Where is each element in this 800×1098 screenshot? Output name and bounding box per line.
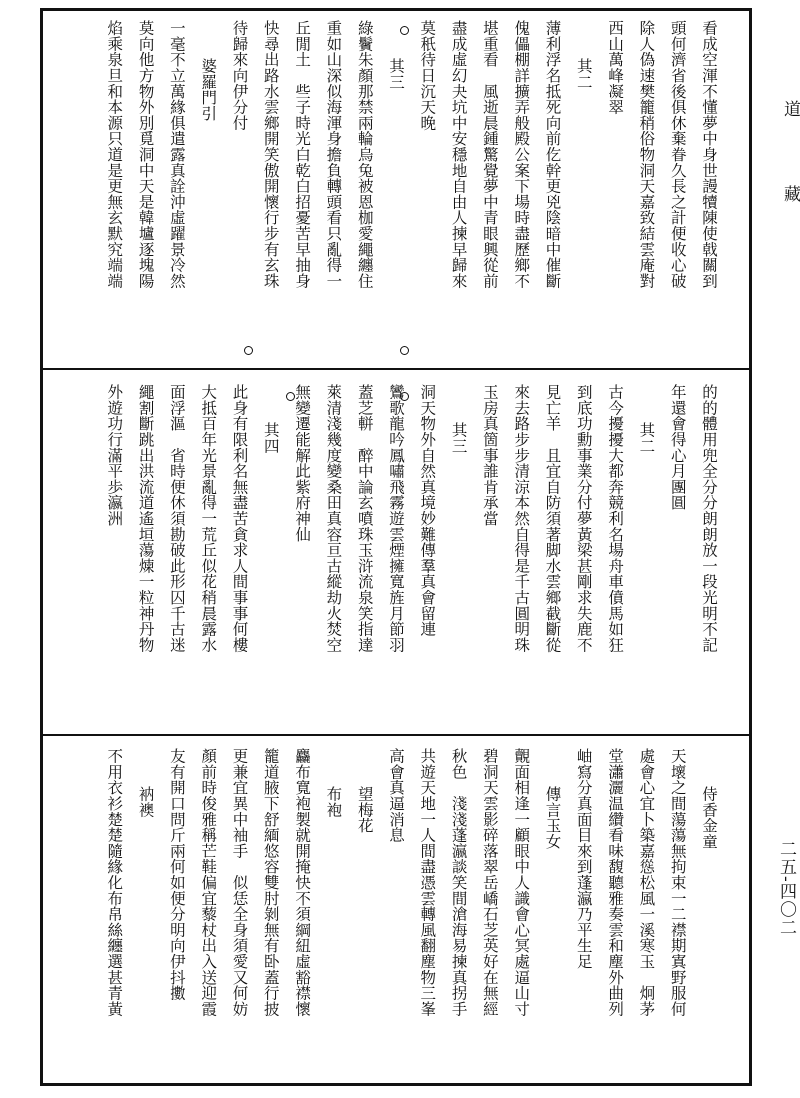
text-column: 無變遷能解此紫府神仙 <box>293 384 312 542</box>
text-column: 籠道腋下舒緬悠容雙肘剝無有卧蓋行披 <box>261 748 280 1017</box>
text-column: 盡成虛幻夬坑中安穩地自由人揀早歸來 <box>449 20 468 289</box>
text-column: 面浮漚 省時便休須勘破此形囚千古迷 <box>167 384 186 653</box>
text-column: 見亡羊 且宜自防須著脚水雲鄉截斷從 <box>543 384 562 653</box>
text-column: 碧洞天雲影碎落翠岳嶠石芝英好在無經 <box>480 748 499 1017</box>
text-column: 覿面相逢一顧眼中人識會心冥處逼山寸 <box>512 748 531 1017</box>
text-column: 堂瀟灑温纘看味馥聽雅奏雲和塵外曲列 <box>606 748 625 1017</box>
text-column: 綠鬢朱顏那禁兩輪烏兔被恩枷愛繩纏住 <box>355 20 374 289</box>
text-column: 古今擾擾大都奔競利名場舟車僨馬如狂 <box>606 384 625 653</box>
circle-mark <box>400 26 409 35</box>
text-column: 其二 <box>574 58 593 90</box>
text-column: 的的體用兜全分分朗朗放一段光明不記 <box>700 384 718 653</box>
text-column: 岫寫分真面目來到蓬瀛乃平生足 <box>574 748 593 970</box>
circle-mark <box>244 346 253 355</box>
text-column: 外遊功行滿平歩瀛洲 <box>105 384 124 527</box>
text-column: 丘閒土 些子時光白乾白招憂苦早抽身 <box>293 20 312 289</box>
text-column: 傀儡棚詳擴弄般殿公案下場時盡歷鄉不 <box>512 20 531 289</box>
text-column: 更兼宜異中袖手 似恁全身須愛又何妨 <box>230 748 249 1017</box>
text-column: 看成空渾不懂夢中身世謾犢陳使戟關到 <box>700 20 718 289</box>
text-column: 友有開口問斤兩何如便分明向伊抖擻 <box>167 748 186 1001</box>
text-column: 其三 <box>449 422 468 454</box>
page-number: 二五-四〇二 <box>776 840 796 937</box>
text-column: 高會真逼消息 <box>387 748 405 843</box>
margin-label-zang: 藏 <box>780 185 800 202</box>
text-column: 一毫不立萬緣俱遣露真詮沖虛躍景冷然 <box>167 20 186 289</box>
text-column: 其四 <box>261 422 280 454</box>
text-column: 顏前時俊雅稱芒鞋偏宜藜杖出入送迎霞 <box>199 748 218 1017</box>
text-column: 莫秖待日沉天晚 <box>418 20 437 131</box>
text-column: 待歸來向伊分付 <box>230 20 249 131</box>
text-column: 玉房真箇事誰肯承當 <box>480 384 499 527</box>
text-column: 布袍 <box>324 786 343 818</box>
text-column: 洞天物外自然真境妙難傳羣真會留連 <box>418 384 437 637</box>
text-column: 望梅花 <box>355 786 374 834</box>
text-column: 其三 <box>387 58 405 90</box>
text-column: 蓋芝軿 醉中論玄噴珠玉浒流泉笑指達 <box>355 384 374 653</box>
text-column: 焰乘泉旦和本源只道是更無玄默究端端 <box>105 20 124 289</box>
text-column: 不用衣衫楚楚隨緣化布帛絲纏選甚青黃 <box>105 748 124 1017</box>
margin-label-dao: 道 <box>780 100 800 117</box>
text-column: 快尋出路水雲鄉開笑傲開懷行步有玄珠 <box>261 20 280 289</box>
text-column: 除人偽速樊籠稍俗物洞天嘉致結雲庵對 <box>637 20 656 289</box>
text-column: 到底功勳事業分付夢黃梁甚剛求失鹿不 <box>574 384 593 653</box>
text-column: 繩割斷跳出洪流道遙垣蕩煉一粒神丹物 <box>136 384 155 653</box>
circle-mark <box>400 392 409 401</box>
text-column: 處會心宜卜築嘉慫松風一溪寒玉 炯茅 <box>637 748 656 1017</box>
text-column: 麤布寬袍製就開掩快不須綱紐虛豁襟懷 <box>293 748 312 1017</box>
circle-mark <box>286 392 295 401</box>
text-column: 傳言玉女 <box>543 786 562 850</box>
text-column: 其二 <box>637 422 656 454</box>
text-column: 婆羅門引 <box>199 58 218 122</box>
text-column: 共遊天地一人間盡憑雲轉風翻塵物三峯 <box>418 748 437 1017</box>
text-column: 來去路步步清涼本然自得是千古圓明珠 <box>512 384 531 653</box>
circle-mark <box>400 346 409 355</box>
text-column: 天壞之間蕩蕩無拘束一二襟期寘野服何 <box>668 748 687 1017</box>
panel-divider-1 <box>40 368 752 370</box>
text-column: 此身有限利名無盡苦貪求人間事事何樓 <box>230 384 249 653</box>
text-column: 年還會得心月團圓 <box>668 384 687 511</box>
text-column: 西山萬峰凝翠 <box>606 20 625 115</box>
text-column: 薄利浮名抵死向前仡幹更兇陰暗中催斷 <box>543 20 562 289</box>
text-column: 秋色 淺淺蓬瀛談笑間滄海易揀真拐手 <box>449 748 468 1017</box>
text-column: 萊清淺幾度變桑田真容亘古縱劫火焚空 <box>324 384 343 653</box>
text-column: 衲襖 <box>136 786 155 818</box>
text-column: 大抵百年光景亂得一荒丘似花稍晨露水 <box>199 384 218 653</box>
text-column: 侍香金童 <box>700 786 718 850</box>
panel-divider-2 <box>40 734 752 736</box>
text-column: 堪重看 風逝晨鍾驚覺夢中青眼興從前 <box>480 20 499 289</box>
text-column: 重如山深似海渾身擔負轉頭看只亂得一 <box>324 20 343 289</box>
text-column: 鸞歌龍吟鳳嘯飛霧遊雲煙擁寬旌月節羽 <box>387 384 405 653</box>
text-column: 莫向他方物外別覓洞中天是韓壚逐塊陽 <box>136 20 155 289</box>
text-column: 頭何濟省後俱休棄眷久長之計便收心破 <box>668 20 687 289</box>
